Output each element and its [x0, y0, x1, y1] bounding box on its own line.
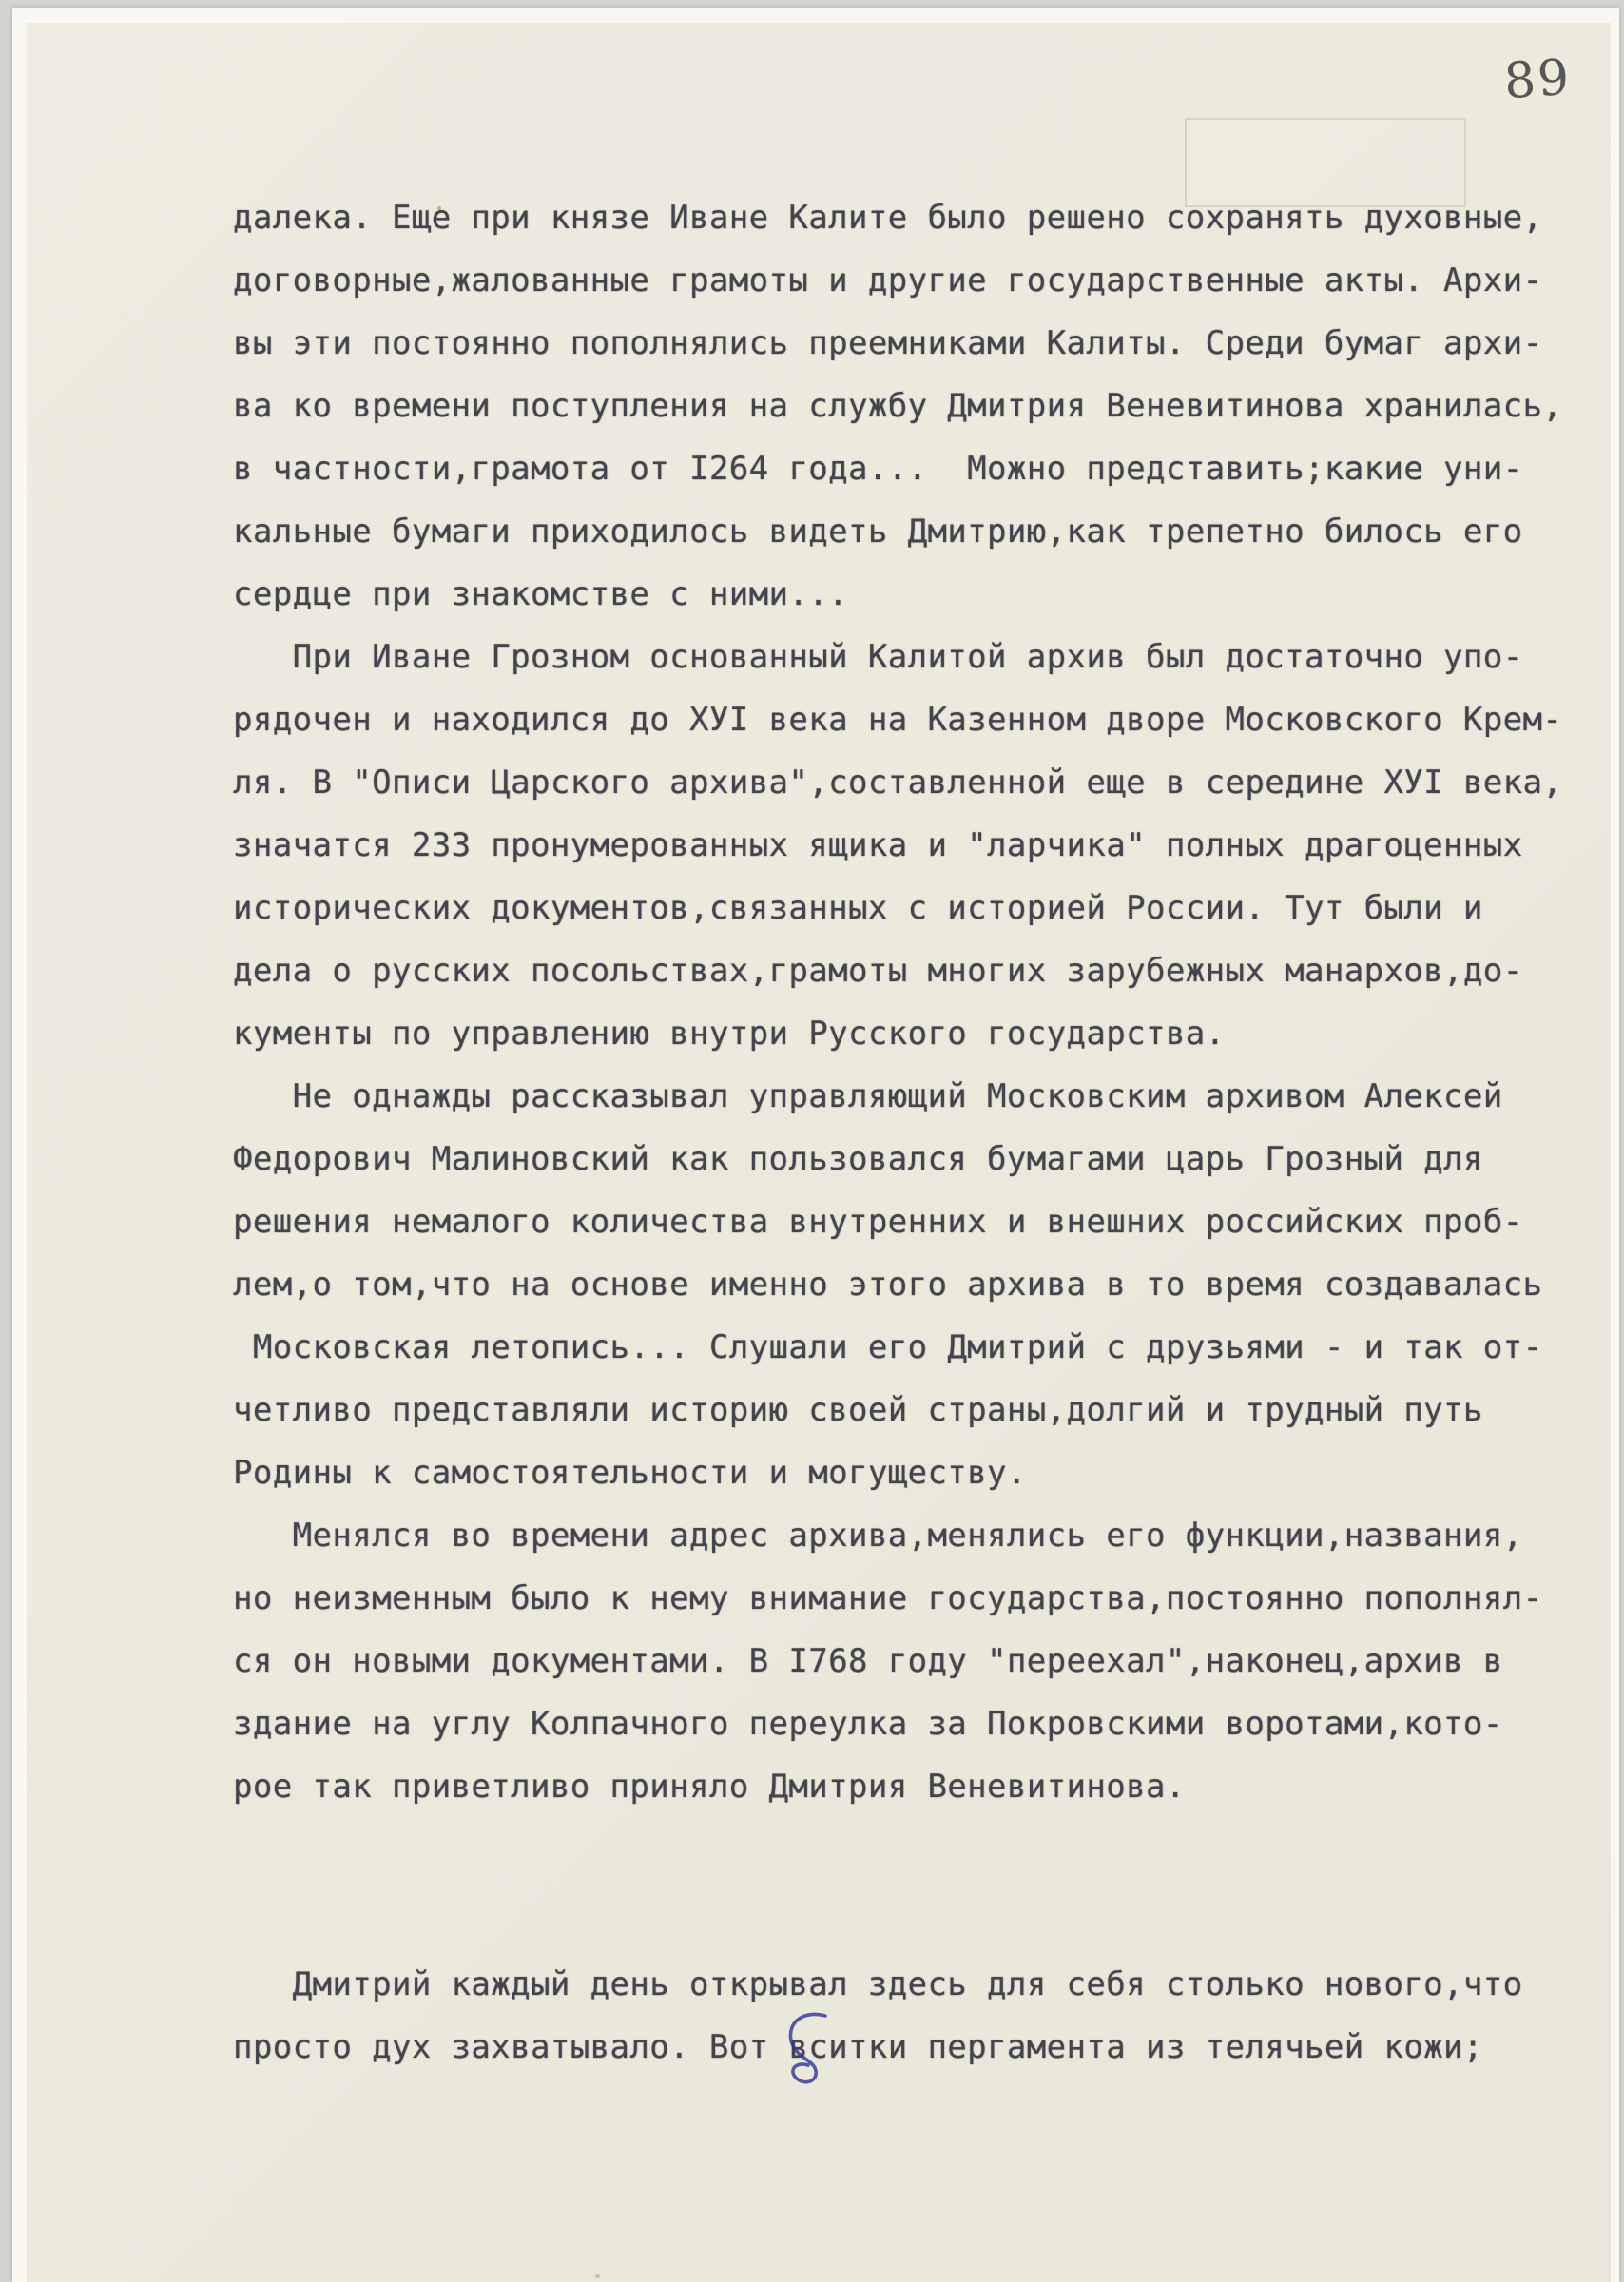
typewritten-line: ся он новыми документами. В I768 году "переехал",наконец,архив в	[233, 1642, 1503, 1680]
typewritten-line: При Иване Грозном основанный Калитой архив был достаточно упо-	[233, 638, 1523, 676]
typewritten-line: решения немалого количества внутренних и внешних российских проб-	[233, 1203, 1523, 1241]
paper-speck	[595, 2274, 600, 2278]
typewritten-page	[27, 23, 1611, 2282]
typewritten-line: ля. В "Описи Царского архива",составленной еще в середине ХУI века,	[233, 764, 1563, 802]
typewritten-line: Родины к самостоятельности и могуществу.	[233, 1454, 1027, 1492]
typewritten-line: рое так приветливо приняло Дмитрия Веневитинова.	[233, 1768, 1186, 1806]
typewritten-line: исторических документов,связанных с историей России. Тут были и	[233, 889, 1483, 927]
typewritten-line: договорные,жалованные грамоты и другие государственные акты. Архи-	[233, 261, 1543, 300]
typewritten-line: кальные бумаги приходилось видеть Дмитрию,как трепетно билось его	[233, 512, 1523, 551]
typewritten-text-block	[27, 23, 1611, 2079]
typewritten-line: в частности,грамота от I264 года... Можно представить;какие уни-	[233, 450, 1523, 488]
typewritten-line: Дмитрий каждый день открывал здесь для себя столько нового,что	[233, 1965, 1523, 2003]
typewritten-line: вы эти постоянно пополнялись преемниками Калиты. Среди бумаг архи-	[233, 324, 1543, 362]
typewritten-line: Московская летопись... Слушали его Дмитрий с друзьями - и так от-	[233, 1328, 1543, 1366]
handwritten-page-number: 89	[1501, 48, 1574, 111]
typewritten-line: значатся 233 пронумерованных ящика и "ларчика" полных драгоценных	[233, 826, 1523, 864]
typewritten-line: просто дух захватывало. Вот вситки пергамента из телячьей кожи;	[233, 2028, 1483, 2066]
typewritten-line: Менялся во времени адрес архива,менялись его функции,названия,	[233, 1517, 1523, 1555]
typewritten-line: сердце при знакомстве с ними...	[233, 575, 848, 613]
typewritten-line: кументы по управлению внутри Русского государства.	[233, 1015, 1226, 1053]
typewritten-line: далека. Еще при князе Иване Калите было решено сохранять духовные,	[233, 199, 1543, 237]
typewritten-line: Не однажды рассказывал управляющий Московским архивом Алексей	[233, 1077, 1503, 1115]
typewritten-line: здание на углу Колпачного переулка за Покровскими воротами,кото-	[233, 1705, 1503, 1743]
typewritten-line: но неизменным было к нему внимание государства,постоянно пополнял-	[233, 1579, 1543, 1617]
typewritten-line: Федорович Малиновский как пользовался бумагами царь Грозный для	[233, 1140, 1483, 1178]
typewritten-line: лем,о том,что на основе именно этого архива в то время создавалась	[233, 1266, 1543, 1304]
typewritten-line: ва ко времени поступления на службу Дмитрия Веневитинова хранилась,	[233, 387, 1563, 425]
typewritten-line: рядочен и находился до ХУI века на Казенном дворе Московского Крем-	[233, 701, 1563, 739]
typewritten-line: дела о русских посольствах,грамоты многих зарубежных манархов,до-	[233, 952, 1523, 990]
typewritten-line: четливо представляли историю своей страны,долгий и трудный путь	[233, 1391, 1483, 1429]
